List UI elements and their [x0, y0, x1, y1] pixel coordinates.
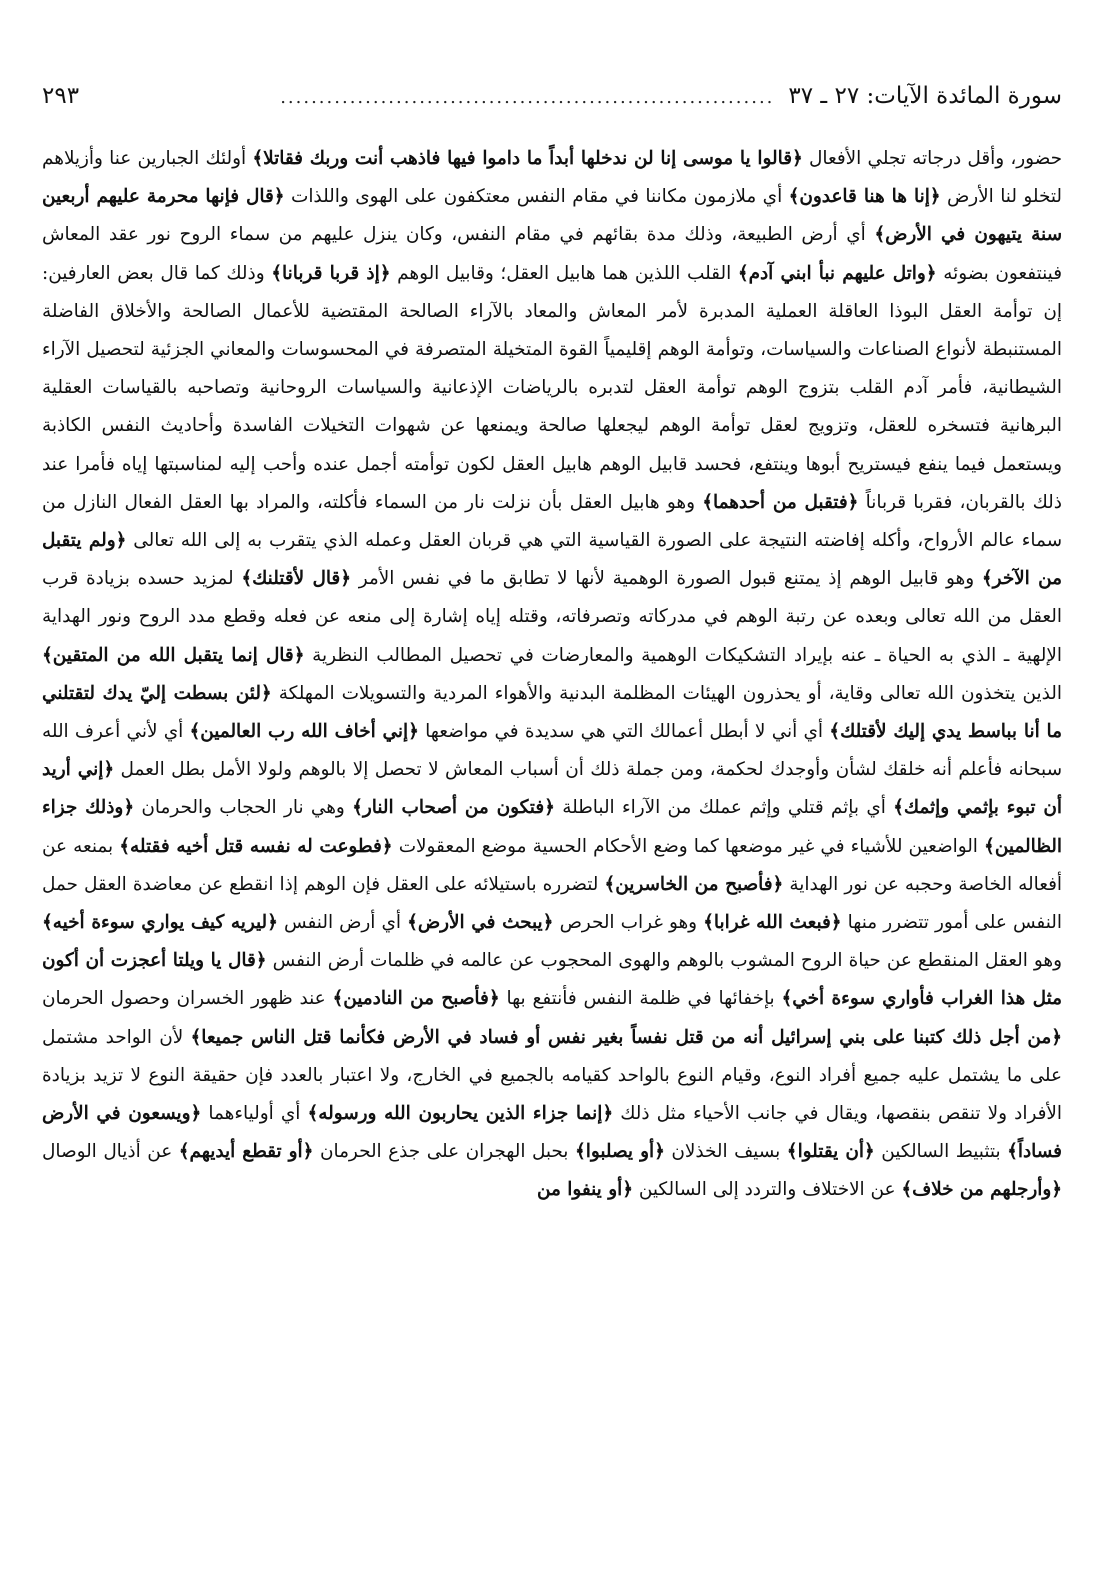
quran-verse-quote: ﴿إني أخاف الله رب العالمين﴾ — [189, 721, 419, 743]
quran-verse-quote: ﴿أن يقتلوا﴾ — [786, 1141, 875, 1163]
commentary-text: لتضرره باستيلائه على العقل فإن الوهم إذا انقطع عن معاضدة العقل حمل النفس على أمور تتضرر منها — [42, 873, 1062, 934]
commentary-text: أي أولياءهما — [201, 1103, 308, 1125]
quran-verse-quote: ﴿قال يا ويلتا أعجزت أن أكون مثل هذا الغراب فأواري سوءة أخي﴾ — [42, 950, 1062, 1010]
quran-verse-quote: ﴿ولم يتقبل من الآخر﴾ — [42, 530, 1062, 590]
commentary-text: بسيف الخذلان — [664, 1141, 787, 1163]
quran-verse-quote: ﴿لئن بسطت إليّ يدك لتقتلني ما أنا بباسط يدي إليك لأقتلك﴾ — [42, 682, 1062, 743]
commentary-text: بتثبيط السالكين — [874, 1141, 1008, 1163]
commentary-text: الذين يتخذون الله تعالى وقاية، أو يحذرون الهيئات المظلمة البدنية والأهواء المردية والتسويلات المهلكة — [271, 682, 1062, 704]
commentary-text: وهي نار الحجاب والحرمان — [134, 797, 353, 819]
quran-verse-quote: ﴿فبعث الله غرابا﴾ — [703, 912, 842, 934]
commentary-text: وهو غراب الحرص — [553, 912, 704, 934]
quran-verse-quote: ﴿فطوعت له نفسه قتل أخيه فقتله﴾ — [119, 835, 393, 857]
quran-verse-quote: ﴿قال لأقتلنك﴾ — [241, 568, 351, 590]
commentary-body — [42, 140, 1062, 1210]
quran-verse-quote: ﴿من أجل ذلك كتبنا على بني إسرائيل أنه من قتل نفساً بغير نفس أو فساد في الأرض فكأنما قتل الناس جميعا﴾ — [190, 1026, 1063, 1048]
quran-verse-quote: ﴿إنما جزاء الذين يحاربون الله ورسوله﴾ — [307, 1103, 614, 1125]
commentary-text: وذلك كما قال بعض العارفين: إن توأمة العقل البوذا العاقلة العملية المدبرة لأمر المعاش والمعاد بالآراء الصالحة المقتضية للأعمال الصالحة والأخلاق الفاضلة المستنبطة لأنواع الصناعات والسياسات، وتوأمة الوهم إقليمياً القوة المتخيلة المتصرفة في المحسوسات والمعاني الجزئية لتحصيل الآراء الشيطانية، فأمر آدم القلب بتزوج الوهم توأمة العقل لتدبره بالرياضات الإذعانية والسياسات الروحانية وتصاحبه بالقياسات العقلية البرهانية فتسخره للعقل، وتزويج لعقل توأمة الوهم ليجعلها صالحة ويمنعها عن شهوات التخيلات الفاسدة وأحاديث النفس الكاذبة ويستعمل فيما ينفع فيستريح أبوها وينتفع، فحسد قابيل الوهم هابيل العقل لكون توأمته أجمل عنده وأحب إليه لمناسبتها إياه فأمرا عند ذلك بالقربان، فقربا قرباناً — [42, 262, 1062, 513]
commentary-text: بحبل الهجران على جذع الحرمان — [313, 1141, 575, 1163]
commentary-text: حضور، وأقل درجاته تجلي الأفعال — [802, 148, 1062, 169]
commentary-text: عن أذيال الوصال — [42, 1141, 179, 1163]
leader-dots: ................................................................ — [280, 87, 775, 108]
commentary-text: وهو هابيل العقل بأن نزلت نار من السماء فأكلته، والمراد بها العقل الفعال النازل من سماء عالم الأرواح، وأكله إفاضته النتيجة على الصورة القياسية التي هي قربان العقل وعمله الذي يتقرب به إلى الله تعالى — [42, 491, 1062, 552]
quran-verse-quote: ﴿أو يصلبوا﴾ — [574, 1141, 665, 1163]
quran-verse-quote: ﴿إذ قربا قربانا﴾ — [271, 262, 391, 284]
quran-verse-quote: ﴿وأرجلهم من خلاف﴾ — [901, 1179, 1062, 1201]
quran-verse-quote: ﴿قالوا يا موسى إنا لن ندخلها أبداً ما داموا فيها فاذهب أنت وربك فقاتلا﴾ — [252, 148, 803, 169]
page-number: ٢٩٣ — [42, 83, 80, 109]
quran-verse-quote: ﴿ويسعون في الأرض فساداً﴾ — [42, 1103, 1062, 1163]
commentary-text: أي أني لا أبطل أعمالك التي هي سديدة في مواضعها — [418, 721, 830, 743]
commentary-text: أي بإثم قتلي وإثم عملك من الآراء الباطلة — [554, 797, 894, 819]
quran-verse-quote: ﴿إنا ها هنا قاعدون﴾ — [788, 186, 941, 208]
commentary-text: وهو قابيل الوهم إذ يمتنع قبول الصورة الوهمية لأنها لا تطابق ما في نفس الأمر — [351, 568, 982, 590]
commentary-text: عند ظهور الخسران وحصول الحرمان — [42, 988, 333, 1010]
quran-verse-quote: ﴿فأصبح من الخاسرين﴾ — [604, 873, 784, 895]
running-header — [42, 76, 1062, 116]
commentary-text: بإخفائها في ظلمة النفس فأنتفع بها — [499, 988, 782, 1010]
commentary-text: أولئك الجبارين عنا وأزيلاهم لتخلو لنا الأرض — [42, 148, 1063, 208]
commentary-text: عن الاختلاف والتردد إلى السالكين — [632, 1179, 902, 1201]
commentary-paragraph — [42, 140, 1062, 1210]
surah-verse-title: سورة المائدة الآيات: ٢٧ ـ ٣٧ — [788, 83, 1062, 109]
quran-verse-quote: ﴿أو ينفوا من — [536, 1179, 633, 1201]
commentary-text: القلب اللذين هما هابيل العقل؛ وقابيل الوهم — [390, 262, 738, 284]
quran-verse-quote: ﴿ليريه كيف يواري سوءة أخيه﴾ — [42, 912, 278, 934]
commentary-text: أي أرض النفس — [277, 912, 408, 934]
commentary-text: أي ملازمون مكاننا في مقام النفس معتكفون على الهوى واللذات — [284, 186, 789, 208]
quran-verse-quote: ﴿أو تقطع أيديهم﴾ — [178, 1141, 314, 1163]
quran-verse-quote: ﴿يبحث في الأرض﴾ — [407, 912, 554, 934]
commentary-text: أي لأني أعرف الله سبحانه فأعلم أنه خلقك لشأن وأوجدك لحكمة، ومن جملة ذلك أن أسباب المعاش لا تحصل إلا بالوهم ولولا الأمل بطل العمل — [42, 721, 1062, 781]
commentary-text: الواضعين للأشياء في غير موضعها كما وضع الأحكام الحسية موضع المعقولات — [392, 835, 985, 857]
quran-verse-quote: ﴿فتكون من أصحاب النار﴾ — [352, 797, 555, 819]
page — [42, 76, 1062, 1566]
commentary-text: بمنعه عن أفعاله الخاصة وحجبه عن نور الهداية — [42, 835, 1062, 895]
commentary-text: لأن الواحد مشتمل على ما يشتمل عليه جميع أفراد النوع، وقيام النوع بالواحد كقيامه بالجميع في الخارج، ولا اعتبار بالعدد فإن حقيقة النوع لا تزيد بزيادة الأفراد ولا تنقص بنقصها، ويقال في جانب الأحياء مثل ذلك — [42, 1026, 1062, 1125]
quran-verse-quote: ﴿قال إنما يتقبل الله من المتقين﴾ — [42, 644, 305, 666]
quran-verse-quote: ﴿قال فإنها محرمة عليهم أربعين سنة يتيهون في الأرض﴾ — [42, 186, 1063, 246]
quran-verse-quote: ﴿واتل عليهم نبأ ابني آدم﴾ — [737, 262, 937, 284]
quran-verse-quote: ﴿إني أريد أن تبوء بإثمي وإثمك﴾ — [42, 759, 1062, 819]
commentary-text: وهو العقل المنقطع عن حياة الروح المشوب بالوهم والهوى المحجوب عن عالمه في ظلمات أرض النفس — [266, 950, 1062, 972]
commentary-text: لمزيد حسده بزيادة قرب العقل من الله تعالى وبعده عن رتبة الوهم في مدركاته وتصرفاته، وقتله إياه إشارة إلى منعه عن فعله وقطع مدد الروح ونور الهداية الإلهية ـ الذي به الحياة ـ عنه بإيراد التشكيكات الوهمية والمعارضات في تحصيل المطالب النظرية — [42, 568, 1062, 666]
quran-verse-quote: ﴿فأصبح من النادمين﴾ — [332, 988, 500, 1010]
commentary-text: أي أرض الطبيعة، وذلك مدة بقائهم في مقام النفس، وكان ينزل عليهم من سماء الروح نور عقد المعاش فينتفعون بضوئه — [42, 224, 1063, 284]
quran-verse-quote: ﴿وذلك جزاء الظالمين﴾ — [42, 797, 1063, 857]
quran-verse-quote: ﴿فتقبل من أحدهما﴾ — [702, 491, 859, 513]
